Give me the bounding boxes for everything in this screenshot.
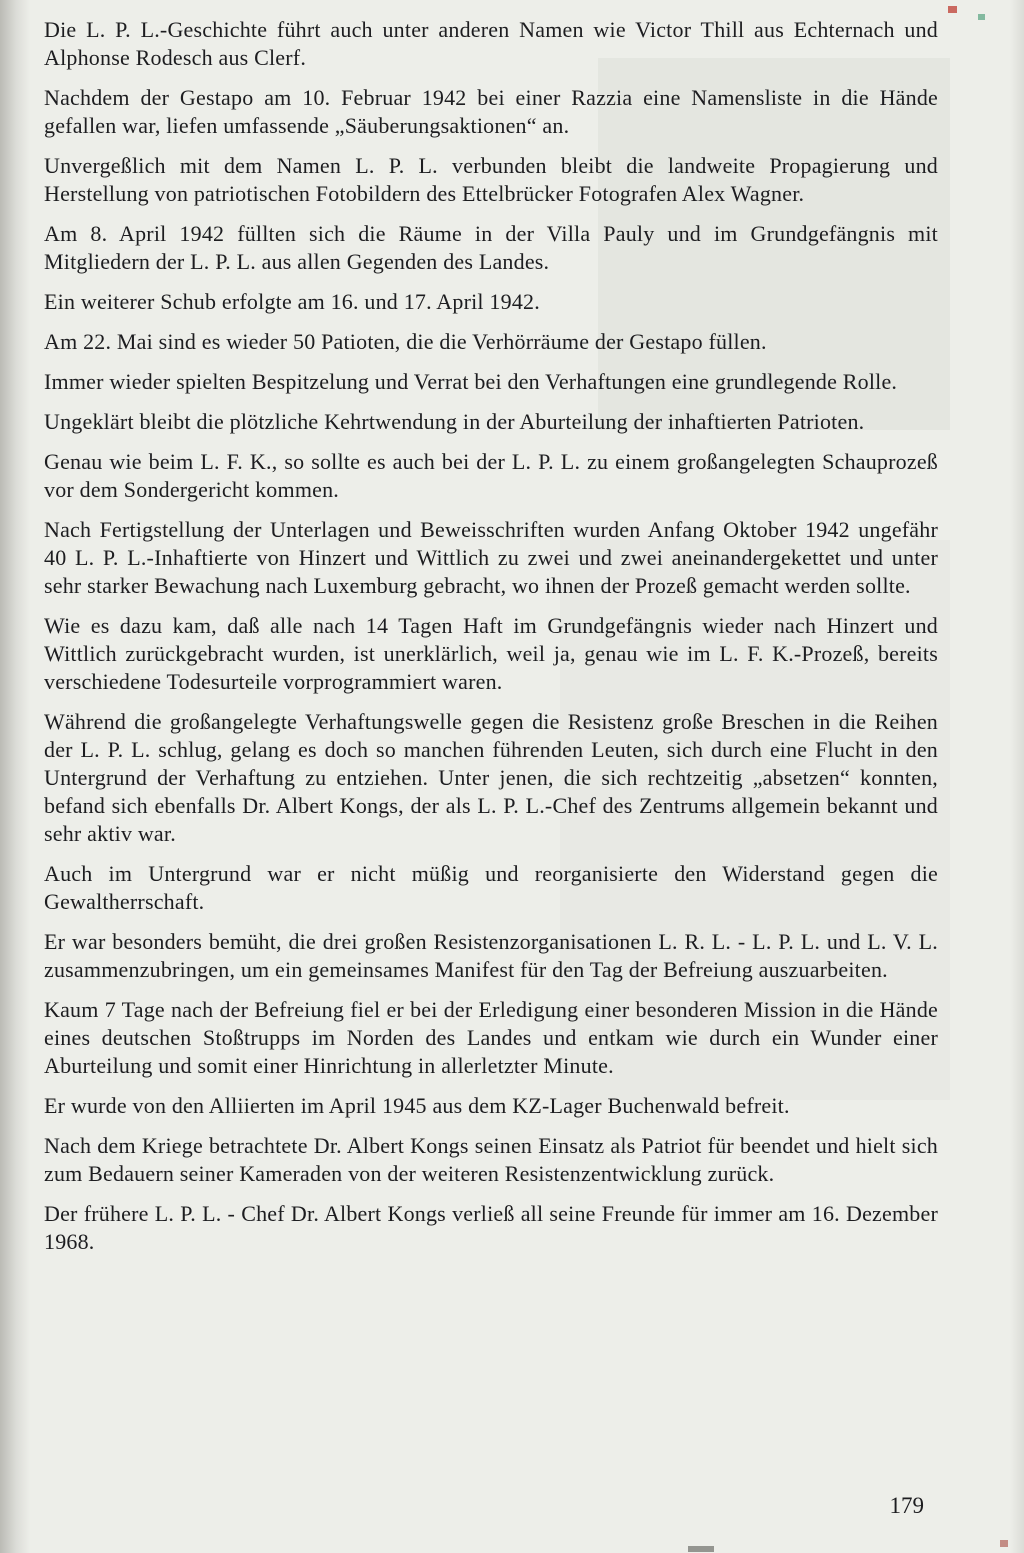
scan-artifact-speck xyxy=(948,6,957,13)
paragraph: Er war besonders bemüht, die drei großen Resistenzorganisationen L. R. L. - L. P. L. und L. V. L. zusammenzubringen, um ein gemeinsames Manifest für den Tag der Befreiung auszuarbeiten. xyxy=(44,929,938,982)
paragraph: Nach Fertigstellung der Unterlagen und Beweisschriften wurden Anfang Oktober 1942 ungefähr 40 L. P. L.-Inhaftierte von Hinzert und Wittlich zu zwei und zwei aneinandergekettet und unter sehr starker Bewachung nach Luxemburg gebracht, wo ihnen der Prozeß gemacht werden sollte. xyxy=(44,517,938,598)
paragraph: Die L. P. L.-Geschichte führt auch unter anderen Namen wie Victor Thill aus Echternach und Alphonse Rodesch aus Clerf. xyxy=(44,17,938,70)
body-text xyxy=(44,16,938,1268)
paragraph: Er wurde von den Alliierten im April 1945 aus dem KZ-Lager Buchenwald befreit. xyxy=(44,1093,790,1118)
paragraph: Genau wie beim L. F. K., so sollte es auch bei der L. P. L. zu einem großangelegten Schauprozeß vor dem Sondergericht kommen. xyxy=(44,449,938,502)
paragraph: Nachdem der Gestapo am 10. Februar 1942 bei einer Razzia eine Namensliste in die Hände gefallen war, liefen umfassende „Säuberungsaktionen“ an. xyxy=(44,85,938,138)
scan-artifact-speck xyxy=(688,1546,714,1552)
paragraph: Nach dem Kriege betrachtete Dr. Albert Kongs seinen Einsatz als Patriot für beendet und hielt sich zum Bedauern seiner Kameraden von der weiteren Resistenzentwicklung zurück. xyxy=(44,1133,938,1186)
paragraph: Auch im Untergrund war er nicht müßig und reorganisierte den Widerstand gegen die Gewaltherrschaft. xyxy=(44,861,938,914)
paragraph: Ungeklärt bleibt die plötzliche Kehrtwendung in der Aburteilung der inhaftierten Patrioten. xyxy=(44,409,865,434)
paragraph: Ein weiterer Schub erfolgte am 16. und 17. April 1942. xyxy=(44,289,540,314)
page-number: 179 xyxy=(889,1493,924,1518)
scan-artifact-speck xyxy=(978,14,985,20)
paragraph: Unvergeßlich mit dem Namen L. P. L. verbunden bleibt die landweite Propagierung und Herstellung von patriotischen Fotobildern des Ettelbrücker Fotografen Alex Wagner. xyxy=(44,153,938,206)
scan-artifact-edge-shadow xyxy=(1010,0,1024,1553)
paragraph: Kaum 7 Tage nach der Befreiung fiel er bei der Erledigung einer besonderen Mission in die Hände eines deutschen Stoßtrupps im Norden des Landes und entkam wie durch ein Wunder einer Aburteilung und somit einer Hinrichtung in allerletzter Minute. xyxy=(44,997,938,1078)
scan-artifact-binding-shadow xyxy=(0,0,30,1553)
paragraph: Immer wieder spielten Bespitzelung und Verrat bei den Verhaftungen eine grundlegende Rolle. xyxy=(44,369,898,394)
paragraph: Während die großangelegte Verhaftungswelle gegen die Resistenz große Breschen in die Reihen der L. P. L. schlug, gelang es doch so manchen führenden Leuten, sich durch eine Flucht in den Untergrund der Verhaftung zu entziehen. Unter jenen, die sich rechtzeitig „absetzen“ konnten, befand sich ebenfalls Dr. Albert Kongs, der als L. P. L.-Chef des Zentrums allgemein bekannt und sehr aktiv war. xyxy=(44,709,938,846)
scan-artifact-speck xyxy=(1000,1540,1008,1547)
paragraph: Der frühere L. P. L. - Chef Dr. Albert Kongs verließ all seine Freunde für immer am 16. Dezember 1968. xyxy=(44,1201,938,1254)
paragraph: Wie es dazu kam, daß alle nach 14 Tagen Haft im Grundgefängnis wieder nach Hinzert und Wittlich zurückgebracht wurden, ist unerklärlich, weil ja, genau wie im L. F. K.-Prozeß, bereits verschiedene Todesurteile vorprogrammiert waren. xyxy=(44,613,938,694)
paragraph: Am 22. Mai sind es wieder 50 Patioten, die die Verhörräume der Gestapo füllen. xyxy=(44,329,767,354)
paragraph: Am 8. April 1942 füllten sich die Räume in der Villa Pauly und im Grundgefängnis mit Mitgliedern der L. P. L. aus allen Gegenden des Landes. xyxy=(44,221,938,274)
